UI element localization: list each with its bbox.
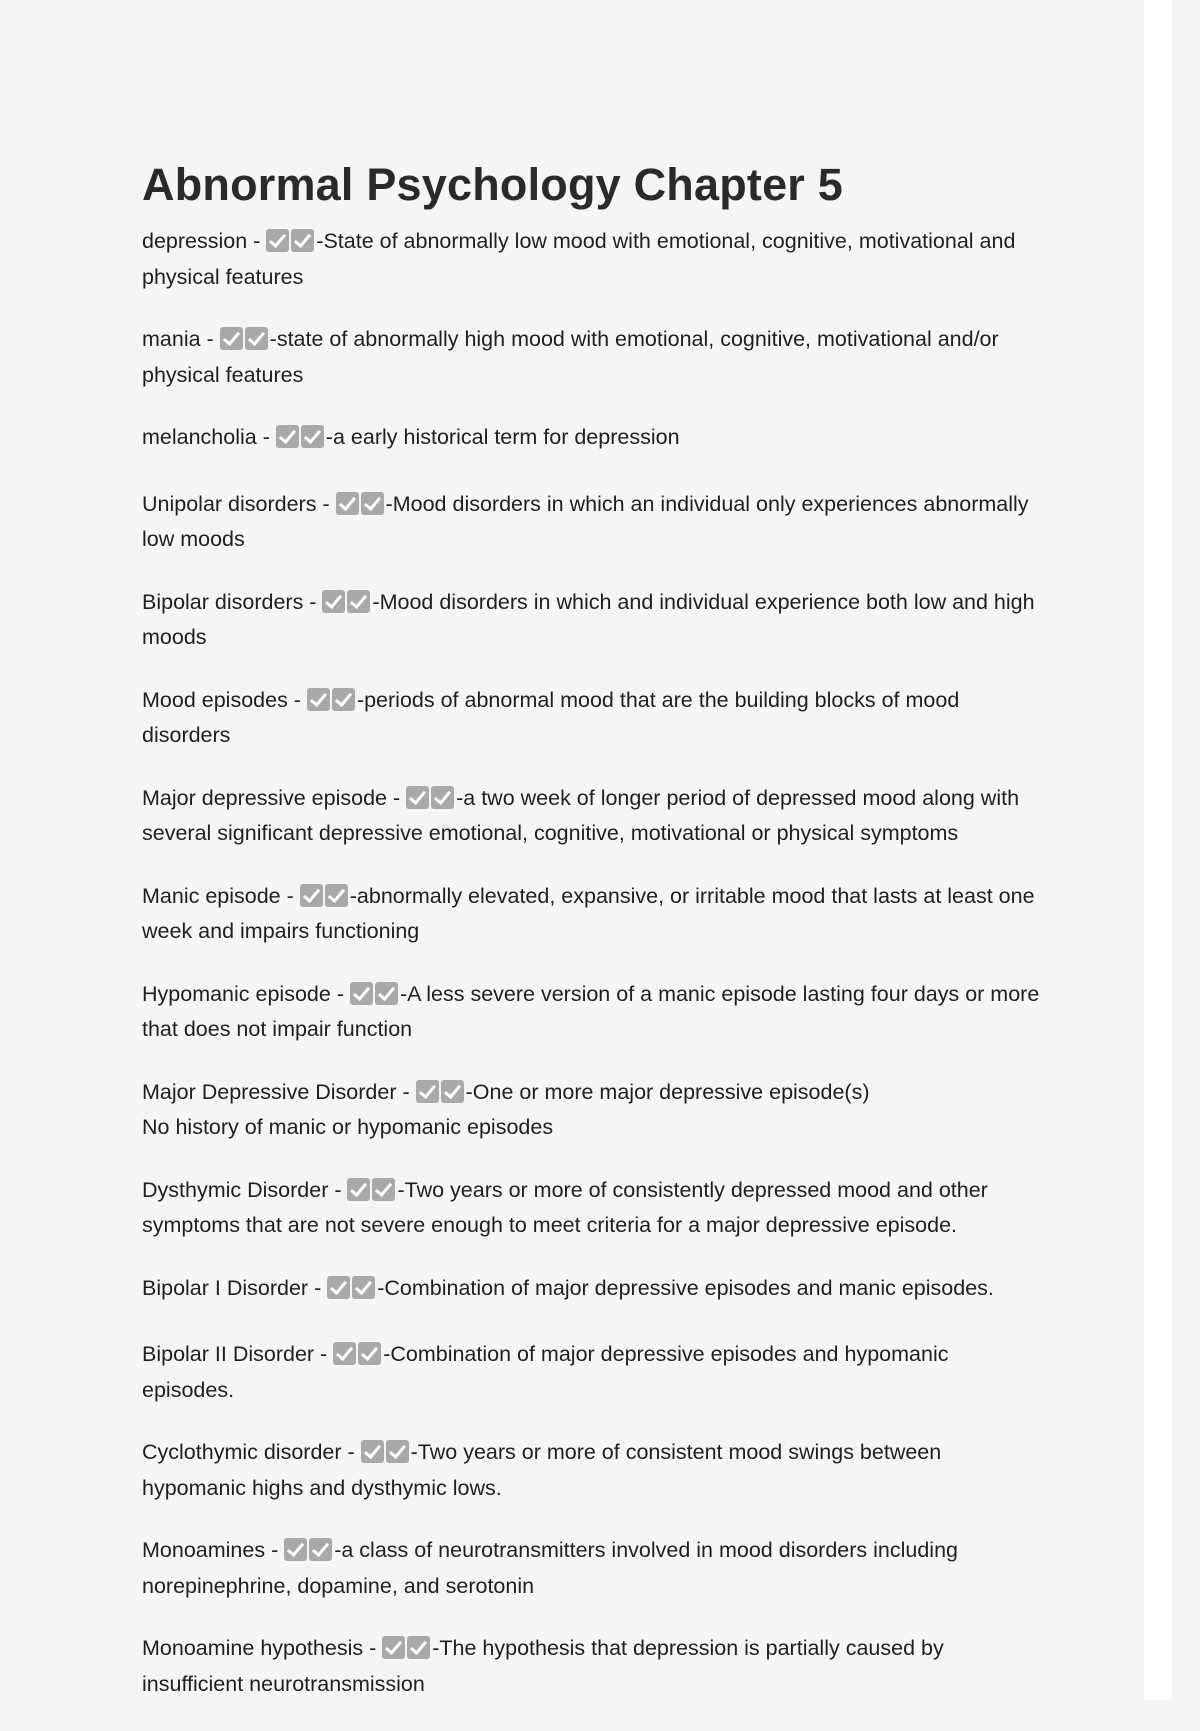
- check-box-icon: [361, 1440, 384, 1463]
- entry-definition: -State of abnormally low mood with emotional, cognitive, motivational and physical features: [142, 229, 1016, 289]
- entry-term: Dysthymic Disorder: [142, 1177, 329, 1202]
- entry-term: Bipolar II Disorder: [142, 1342, 315, 1366]
- check-box-icon: [266, 229, 289, 252]
- entry-term: mania: [142, 327, 201, 351]
- check-box-icon: [350, 982, 373, 1005]
- check-box-icon: [431, 786, 454, 809]
- check-box-icon: [441, 1080, 464, 1103]
- check-box-icon: [245, 327, 268, 350]
- check-marks: [406, 786, 456, 819]
- entry-separator: -: [265, 1538, 285, 1562]
- entry-separator: -: [387, 785, 407, 810]
- check-box-icon: [347, 590, 370, 613]
- check-box-icon: [301, 425, 324, 448]
- glossary-entry: [142, 489, 1042, 556]
- entry-separator: -: [287, 687, 307, 712]
- glossary-entry: [142, 1535, 1042, 1602]
- entry-separator: -: [247, 229, 267, 253]
- glossary-entry: [142, 979, 1042, 1046]
- check-box-icon: [325, 884, 348, 907]
- entry-term: Manic episode: [142, 883, 281, 908]
- check-box-icon: [220, 327, 243, 350]
- check-marks: [347, 1178, 397, 1211]
- entry-definition: -Combination of major depressive episodes and manic episodes.: [377, 1275, 994, 1300]
- entry-separator: -: [396, 1079, 416, 1104]
- check-box-icon: [336, 492, 359, 515]
- entry-definition: -a early historical term for depression: [325, 425, 680, 449]
- entry-separator: -: [314, 1342, 334, 1366]
- check-box-icon: [358, 1342, 381, 1365]
- entry-separator: -: [256, 425, 276, 449]
- check-box-icon: [332, 688, 355, 711]
- check-marks: [416, 1080, 466, 1113]
- glossary-entry: [142, 1273, 1042, 1309]
- check-box-icon: [284, 1538, 307, 1561]
- check-box-icon: [372, 1178, 395, 1201]
- entry-separator: -: [341, 1440, 361, 1464]
- glossary-entry: [142, 422, 1042, 458]
- entry-definition: -abnormally elevated, expansive, or irritable mood that lasts at least one week and impairs functioning: [142, 883, 1035, 943]
- glossary-entry: [142, 1175, 1042, 1242]
- check-marks: [300, 884, 350, 917]
- check-box-icon: [406, 786, 429, 809]
- entry-definition: -periods of abnormal mood that are the building blocks of mood disorders: [142, 687, 960, 747]
- check-marks: [307, 688, 357, 721]
- check-marks: [220, 327, 270, 360]
- check-box-icon: [407, 1636, 430, 1659]
- check-marks: [336, 492, 386, 525]
- entry-definition: -Combination of major depressive episodes and hypomanic episodes.: [142, 1342, 949, 1402]
- check-box-icon: [300, 884, 323, 907]
- entry-separator: -: [280, 883, 300, 908]
- entry-term: Unipolar disorders: [142, 491, 317, 516]
- check-box-icon: [327, 1276, 350, 1299]
- glossary-entry: [142, 226, 1042, 293]
- check-box-icon: [307, 688, 330, 711]
- entry-definition: -Two years or more of consistent mood swings between hypomanic highs and dysthymic lows.: [142, 1440, 942, 1500]
- check-marks: [333, 1342, 383, 1375]
- check-box-icon: [276, 425, 299, 448]
- check-marks: [284, 1538, 334, 1571]
- page-edge: [1144, 0, 1172, 1700]
- check-box-icon: [375, 982, 398, 1005]
- check-marks: [266, 229, 316, 262]
- check-box-icon: [347, 1178, 370, 1201]
- entry-term: depression: [142, 229, 248, 253]
- glossary-list: [142, 226, 1042, 1700]
- entry-term: Monoamines: [142, 1538, 266, 1562]
- check-box-icon: [322, 590, 345, 613]
- entry-term: Cyclothymic disorder: [142, 1440, 342, 1464]
- entry-term: Bipolar disorders: [142, 589, 304, 614]
- entry-separator: -: [308, 1275, 328, 1300]
- entry-term: Bipolar I Disorder: [142, 1275, 309, 1300]
- check-box-icon: [333, 1342, 356, 1365]
- check-marks: [322, 590, 372, 623]
- glossary-entry: [142, 881, 1042, 948]
- entry-separator: -: [303, 589, 323, 614]
- entry-definition: -One or more major depressive episode(s): [465, 1079, 870, 1104]
- glossary-entry: [142, 685, 1042, 752]
- entry-separator: -: [330, 981, 350, 1006]
- entry-separator: -: [200, 327, 220, 351]
- glossary-entry: [142, 324, 1042, 391]
- entry-term: melancholia: [142, 425, 257, 449]
- page-title: Abnormal Psychology Chapter 5: [142, 159, 843, 210]
- check-box-icon: [361, 492, 384, 515]
- entry-definition: -state of abnormally high mood with emotional, cognitive, motivational and/or physical features: [142, 327, 999, 387]
- glossary-entry: [142, 1339, 1042, 1406]
- entry-definition: -a class of neurotransmitters involved in mood disorders including norepinephrine, dopamine, and serotonin: [142, 1538, 958, 1598]
- entry-definition: -A less severe version of a manic episode lasting four days or more that does not impair function: [142, 981, 1040, 1041]
- check-marks: [382, 1636, 432, 1669]
- entry-definition: -Mood disorders in which and individual experience both low and high moods: [142, 589, 1035, 649]
- glossary-entry: [142, 587, 1042, 654]
- entry-definition-line2: No history of manic or hypomanic episodes: [142, 1115, 554, 1139]
- entry-definition: -Mood disorders in which an individual only experiences abnormally low moods: [142, 491, 1029, 551]
- entry-term: Mood episodes: [142, 687, 288, 712]
- entry-term: Major depressive episode: [142, 785, 387, 810]
- entry-definition: -a two week of longer period of depressed mood along with several significant depressive emotional, cognitive, motivational or physical symptoms: [142, 785, 1020, 845]
- check-marks: [276, 425, 326, 458]
- glossary-entry: [142, 1077, 1042, 1144]
- entry-term: Hypomanic episode: [142, 981, 331, 1006]
- check-box-icon: [382, 1636, 405, 1659]
- entry-definition: -The hypothesis that depression is partially caused by insufficient neurotransmission: [142, 1636, 944, 1696]
- check-box-icon: [291, 229, 314, 252]
- check-marks: [350, 982, 400, 1015]
- entry-separator: -: [363, 1636, 383, 1660]
- entry-term: Major Depressive Disorder: [142, 1079, 397, 1104]
- document-content: [142, 154, 1042, 1731]
- check-box-icon: [416, 1080, 439, 1103]
- glossary-entry: [142, 1633, 1042, 1700]
- glossary-entry: [142, 783, 1042, 850]
- check-box-icon: [352, 1276, 375, 1299]
- check-marks: [327, 1276, 377, 1309]
- entry-separator: -: [328, 1177, 348, 1202]
- glossary-entry: [142, 1437, 1042, 1504]
- entry-separator: -: [316, 491, 336, 516]
- check-box-icon: [309, 1538, 332, 1561]
- entry-term: Monoamine hypothesis: [142, 1636, 364, 1660]
- entry-definition: -Two years or more of consistently depressed mood and other symptoms that are not severe enough to meet criteria for a major depressive episode.: [142, 1177, 988, 1237]
- check-marks: [361, 1440, 411, 1473]
- check-box-icon: [386, 1440, 409, 1463]
